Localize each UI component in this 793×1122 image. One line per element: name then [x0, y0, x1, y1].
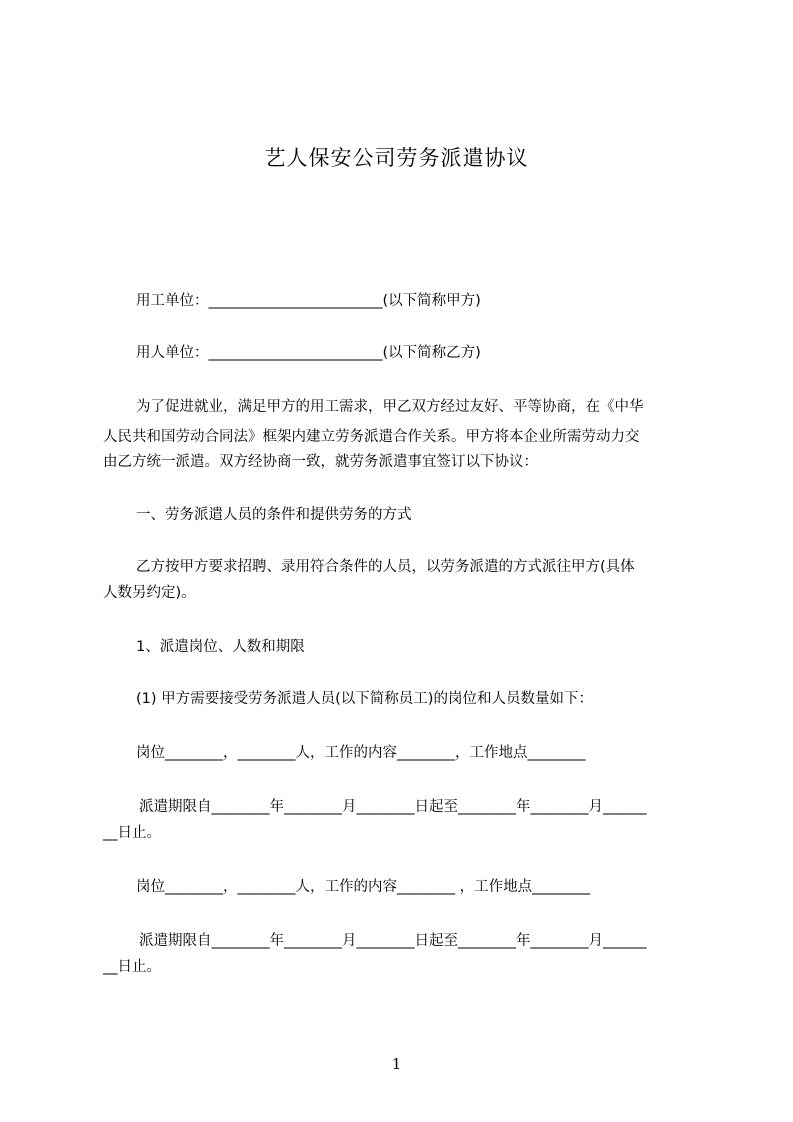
section-1-line: 乙方按甲方要求招聘、录用符合条件的人员，以劳务派遣的方式派往甲方(具体	[136, 559, 635, 575]
intro-line: 人民共和国劳动合同法》框架内建立劳务派遣合作关系。甲方将本企业所需劳动力交	[103, 429, 640, 445]
document-title: 艺人保安公司劳务派遣协议	[264, 146, 529, 170]
intro-line: 由乙方统一派遣。双方经协商一致，就劳务派遣事宜签订以下协议：	[103, 454, 538, 470]
section-1-line: 人数另约定)。	[103, 585, 196, 601]
item-1-text: (1) 甲方需要接受劳务派遣人员(以下简称员工)的岗位和人员数量如下：	[136, 691, 593, 707]
period-line: __日止。	[103, 959, 161, 975]
period-line: 派遣期限自________年________月________日起至________年________月______	[139, 933, 647, 949]
employer-line: 用工单位：________________________(以下简称甲方)	[136, 293, 481, 309]
position-line-1: 岗位________，________人，工作的内容________，工作地点________	[136, 745, 586, 761]
position-line-2: 岗位________，________人，工作的内容________ ，工作地点________	[136, 879, 591, 895]
section-1-heading: 一、劳务派遣人员的条件和提供劳务的方式	[136, 507, 412, 523]
intro-line: 为了促进就业，满足甲方的用工需求，甲乙双方经过友好、平等协商，在《中华	[136, 399, 644, 415]
period-line: 派遣期限自________年________月________日起至________年________月______	[139, 799, 647, 815]
page-number: 1	[391, 1055, 402, 1073]
subsection-1-heading: 1、派遣岗位、人数和期限	[136, 639, 305, 655]
period-line: __日止。	[103, 825, 161, 841]
dispatcher-line: 用人单位：________________________(以下简称乙方)	[136, 345, 481, 361]
